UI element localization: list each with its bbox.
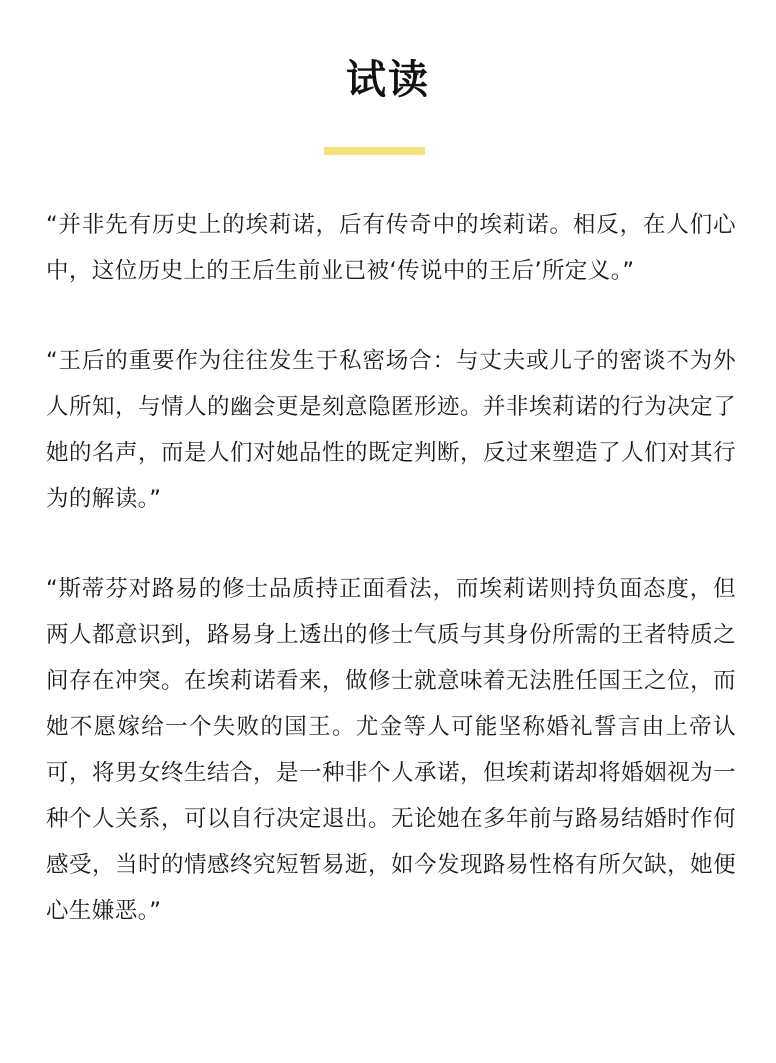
page-title: 试读: [346, 57, 430, 103]
excerpt-paragraph-3: “斯蒂芬对路易的修士品质持正面看法，而埃莉诺则持负面态度，但两人都意识到，路易身上透出的修士气质与其身份所需的王者特质之间存在冲突。在埃莉诺看来，做修士就意味着无法胜任国王之位，而她不愿嫁给一个失败的国王。尤金等人可能坚称婚礼誓言由上帝认可，将男女终生结合，是一种非个人承诺，但埃莉诺却将婚姻视为一种个人关系，可以自行决定退出。无论她在多年前与路易结婚时作何感受，当时的情感终究短暂易逝，如今发现路易性格有所欠缺，她便心生嫌恶。”: [46, 576, 736, 924]
excerpt-content: [46, 202, 736, 978]
excerpt-paragraph-2: “王后的重要作为往往发生于私密场合：与丈夫或儿子的密谈不为外人所知，与情人的幽会更是刻意隐匿形迹。并非埃莉诺的行为决定了她的名声，而是人们对她品性的既定判断，反过来塑造了人们对其行为的解读。”: [46, 348, 736, 512]
excerpt-paragraph-1: “并非先有历史上的埃莉诺，后有传奇中的埃莉诺。相反，在人们心中，这位历史上的王后生前业已被‘传说中的王后’所定义。”: [46, 212, 736, 284]
title-underline: [324, 147, 425, 155]
